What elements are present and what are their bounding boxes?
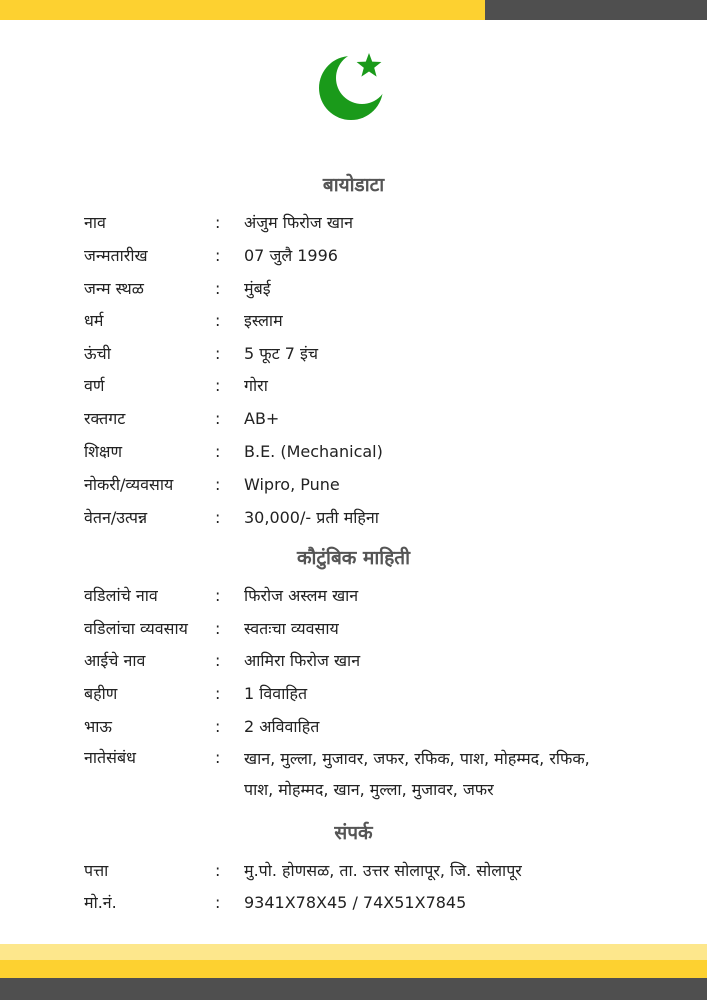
bottom-yellow-band (0, 960, 707, 978)
field-label: वर्ण (84, 376, 105, 395)
field-value: मु.पो. होणसळ, ता. उत्तर सोलापूर, जि. सोलापूर (244, 861, 522, 880)
field-separator: : (215, 344, 221, 363)
field-value: AB+ (244, 409, 280, 428)
field-separator: : (215, 475, 221, 494)
section-title-biodata: बायोडाटा (322, 174, 385, 196)
field-label: आईचे नाव (84, 651, 146, 670)
field-separator: : (215, 213, 221, 232)
top-accent-bar (0, 0, 485, 20)
field-label: रक्तगट (84, 409, 126, 428)
field-label: नोकरी/व्यवसाय (84, 475, 174, 494)
field-label: वडिलांचा व्यवसाय (84, 619, 188, 638)
field-separator: : (215, 586, 221, 605)
field-label: बहीण (84, 684, 118, 703)
field-separator: : (215, 717, 221, 736)
field-value: स्वतःचा व्यवसाय (244, 619, 339, 638)
field-separator: : (215, 651, 221, 670)
bottom-dark-band (0, 978, 707, 1000)
field-separator: : (215, 508, 221, 527)
field-label: धर्म (84, 311, 104, 330)
field-separator: : (215, 311, 221, 330)
field-value: 9341X78X45 / 74X51X7845 (244, 893, 467, 912)
field-label: नाव (84, 213, 106, 232)
field-label: वडिलांचे नाव (84, 586, 158, 605)
field-value: 5 फूट 7 इंच (244, 344, 319, 363)
field-label: भाऊ (84, 717, 112, 736)
field-separator: : (215, 442, 221, 461)
field-separator: : (215, 246, 221, 265)
field-value: 07 जुलै 1996 (244, 246, 338, 265)
field-label: नातेसंबंध (84, 748, 136, 767)
section-title-contact: संपर्क (334, 822, 373, 844)
field-separator: : (215, 684, 221, 703)
top-dark-bar (485, 0, 707, 20)
field-value: मुंबई (244, 279, 271, 298)
field-value: 1 विवाहित (244, 684, 308, 703)
field-label: पत्ता (84, 861, 109, 880)
field-separator: : (215, 619, 221, 638)
field-label: जन्म स्थळ (84, 279, 144, 298)
field-separator: : (215, 279, 221, 298)
field-value: 30,000/- प्रती महिना (244, 508, 379, 527)
field-value: 2 अविवाहित (244, 717, 320, 736)
field-value: फिरोज अस्लम खान (244, 586, 359, 605)
field-separator: : (215, 376, 221, 395)
field-value: खान, मुल्ला, मुजावर, जफर, रफिक, पाश, मोहम्मद, रफिक, पाश, मोहम्मद, खान, मुल्ला, मुजावर, जफर (244, 749, 590, 799)
crescent-star-icon (318, 50, 388, 122)
field-separator: : (215, 409, 221, 428)
field-label: जन्मतारीख (84, 246, 148, 265)
field-label: शिक्षण (84, 442, 123, 461)
bottom-light-band (0, 944, 707, 960)
field-value: B.E. (Mechanical) (244, 442, 383, 461)
field-label: ऊंची (84, 344, 111, 363)
field-value: आमिरा फिरोज खान (244, 651, 361, 670)
field-label: वेतन/उत्पन्न (84, 508, 148, 527)
field-value: Wipro, Pune (244, 475, 340, 494)
section-title-family: कौटुंबिक माहिती (296, 547, 411, 569)
field-value: इस्लाम (244, 311, 283, 330)
field-value: अंजुम फिरोज खान (244, 213, 353, 232)
field-separator: : (215, 748, 221, 767)
field-label: मो.नं. (84, 893, 117, 912)
field-separator: : (215, 893, 221, 912)
field-value: गोरा (244, 376, 268, 395)
field-separator: : (215, 861, 221, 880)
